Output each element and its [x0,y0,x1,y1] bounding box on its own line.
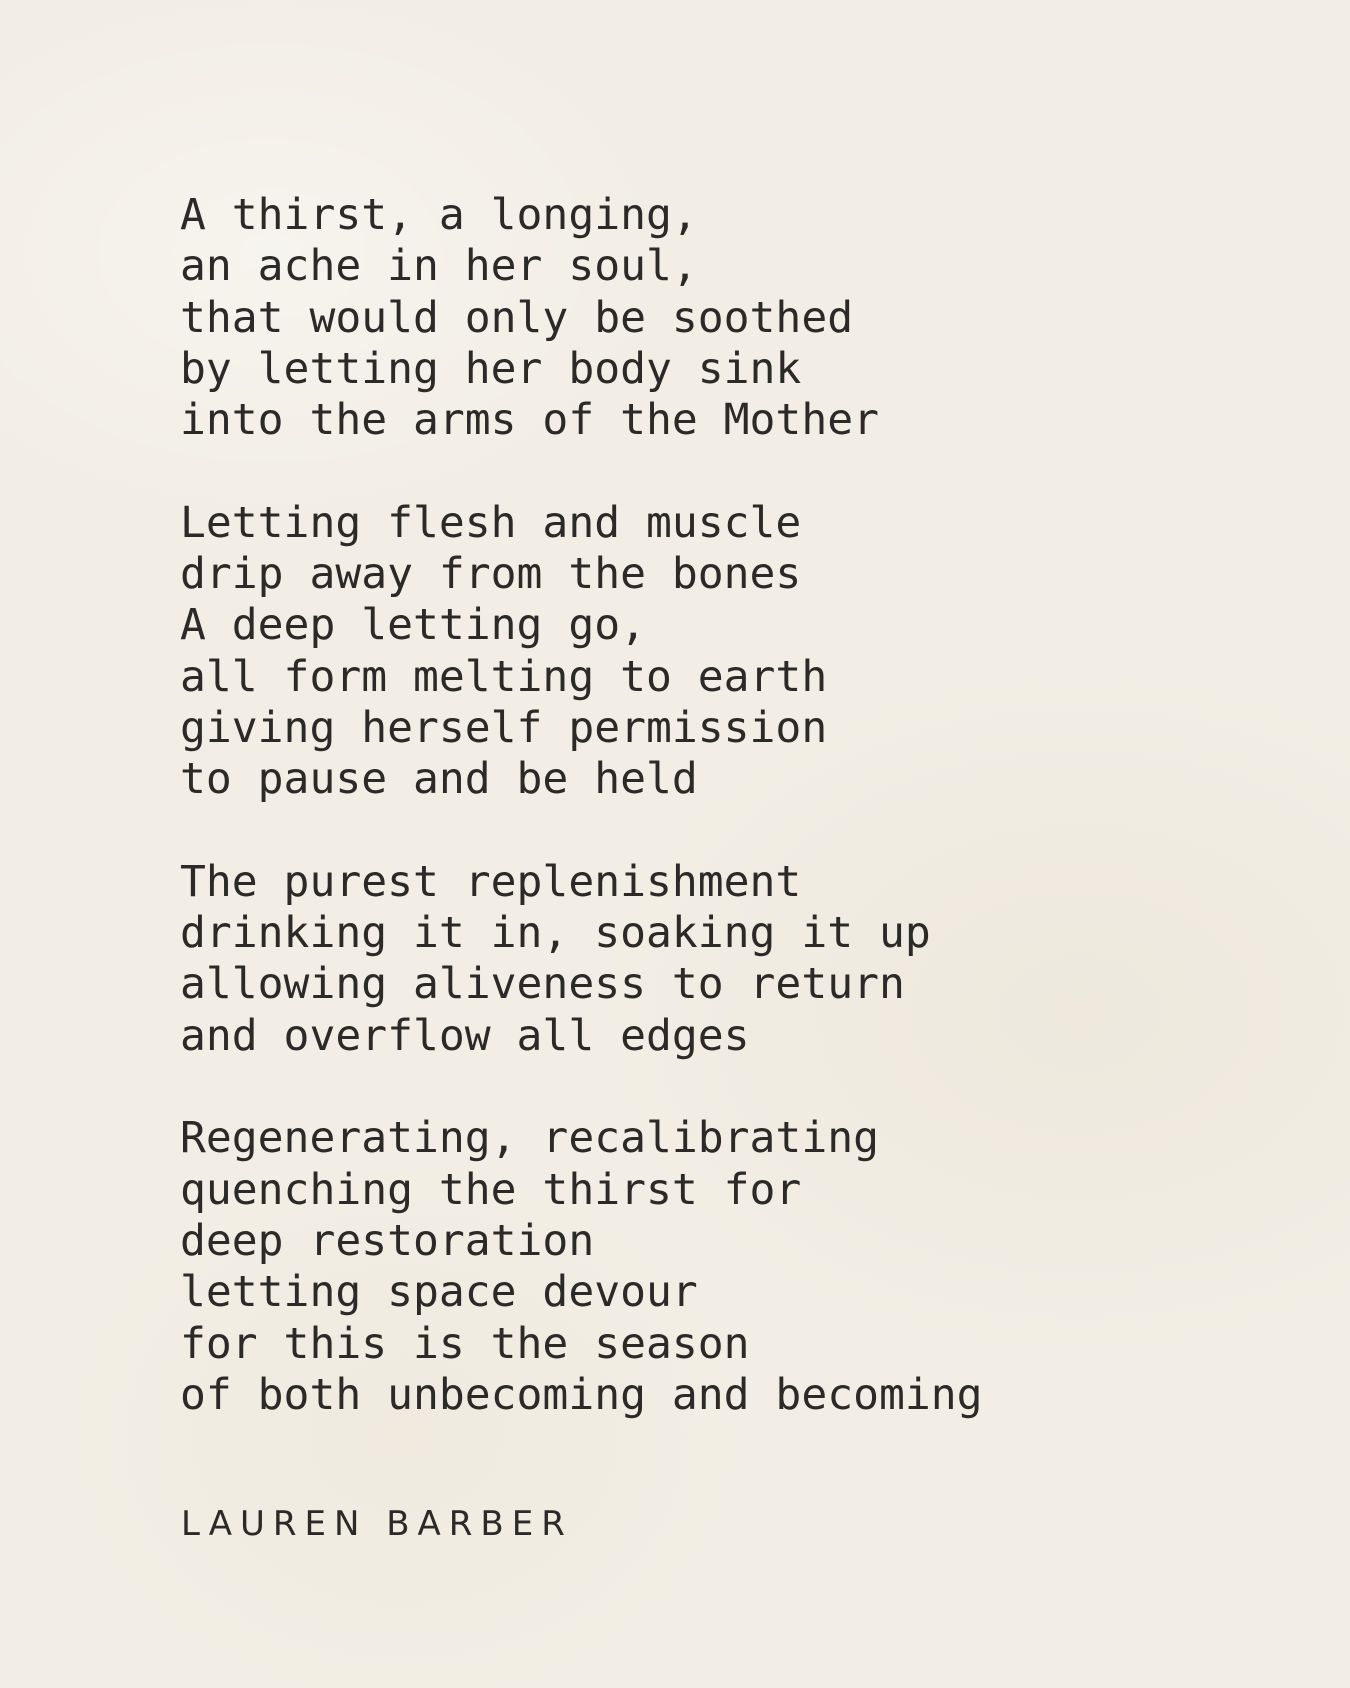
poem-line: that would only be soothed [180,292,854,343]
poem-line: for this is the season [180,1318,750,1369]
poem-line: Regenerating, recalibrating [180,1113,879,1164]
poem-line: drip away from the bones [180,549,802,600]
poem-line: deep restoration [180,1215,595,1266]
stanza-2 [180,498,1230,806]
poem-line: quenching the thirst for [180,1164,802,1215]
poem-line: of both unbecoming and becoming [180,1369,983,1420]
poem-line: drinking it in, soaking it up [180,908,931,959]
poem-line: The purest replenishment [180,856,802,907]
poem-line: all form melting to earth [180,651,828,702]
poem-line: to pause and be held [180,754,698,805]
poem-line: by letting her body sink [180,343,802,394]
poem-line: into the arms of the Mother [180,395,879,446]
poem-line: allowing aliveness to return [180,959,905,1010]
stanza-4 [180,1113,1230,1421]
poem-line: an ache in her soul, [180,241,698,292]
poem-line: A deep letting go, [180,600,646,651]
author-name: LAUREN BARBER [181,1504,573,1544]
poem-line: letting space devour [180,1267,698,1318]
poem-line: giving herself permission [180,702,828,753]
stanza-1 [180,190,1230,446]
poem-line: Letting flesh and muscle [180,497,802,548]
poem-line: A thirst, a longing, [180,190,698,240]
poem-line: and overflow all edges [180,1010,750,1061]
stanza-3 [180,857,1230,1062]
poem-body [180,190,1230,1421]
